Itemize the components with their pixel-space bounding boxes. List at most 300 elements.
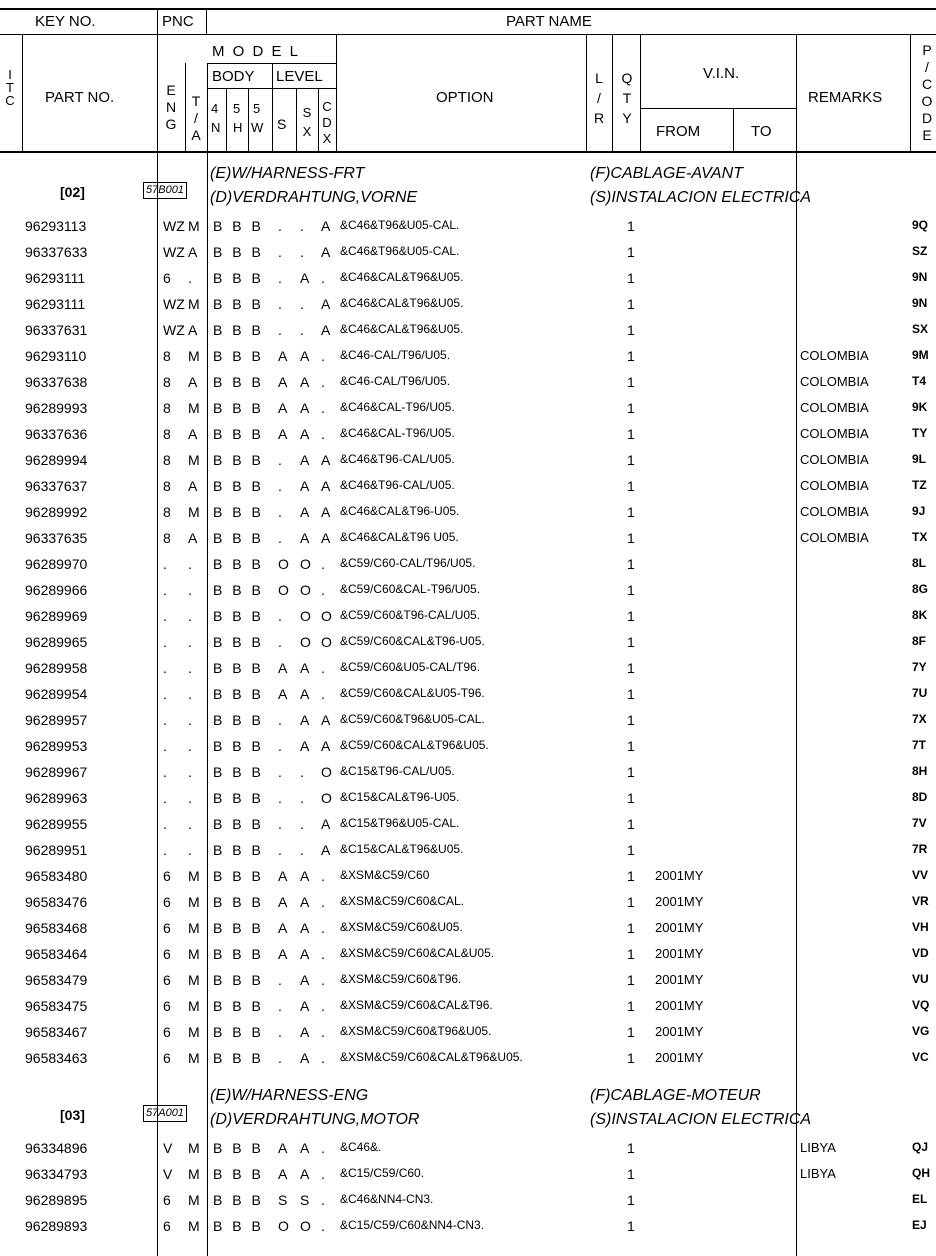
level-cdx-cell: . (321, 660, 325, 676)
level-cdx-cell: . (321, 686, 325, 702)
level-s-header: S (277, 116, 287, 132)
qty-cell: 1 (627, 374, 635, 390)
body-cell: B B B (213, 478, 264, 494)
level-s-cell: . (278, 296, 282, 312)
option-cell: &XSM&C59/C60&U05. (340, 920, 463, 934)
option-cell: &C15&T96&U05-CAL. (340, 816, 460, 830)
part-number: 96289893 (25, 1218, 88, 1234)
level-cdx-cell: O (321, 634, 332, 650)
ta-cell: . (188, 582, 192, 598)
qty-cell: 1 (627, 712, 635, 728)
pcode-cell: QH (912, 1166, 930, 1180)
level-sx-cell: A (300, 426, 310, 442)
level-sx-cell: . (300, 764, 304, 780)
level-sx-cell: A (300, 1140, 310, 1156)
table-row (0, 708, 936, 734)
body-cell: B B B (213, 998, 264, 1014)
level-cdx-cell: . (321, 972, 325, 988)
pcode-cell: VD (912, 946, 929, 960)
part-number: 96337637 (25, 478, 88, 494)
level-cdx-cell: . (321, 1024, 325, 1040)
level-s-cell: . (278, 998, 282, 1014)
body-cell: B B B (213, 218, 264, 234)
pcode-cell: VG (912, 1024, 930, 1038)
section-key: [02] (60, 184, 85, 200)
body-cell: B B B (213, 348, 264, 364)
pcode-cell: 9Q (912, 218, 929, 232)
level-cdx-cell: A (321, 244, 331, 260)
eng-cell: . (163, 790, 167, 806)
table-row (0, 266, 936, 292)
option-cell: &C46&NN4-CN3. (340, 1192, 434, 1206)
hline-vin (640, 108, 797, 109)
level-cdx-cell: . (321, 374, 325, 390)
ta-cell: . (188, 764, 192, 780)
ta-cell: M (188, 946, 200, 962)
qty-cell: 1 (627, 868, 635, 884)
pcode-cell: 8D (912, 790, 928, 804)
vline-level-s-sx (296, 89, 297, 151)
level-s-cell: . (278, 1050, 282, 1066)
level-sx-cell: O (300, 608, 311, 624)
level-cdx-cell: . (321, 946, 325, 962)
part-number: 96289957 (25, 712, 88, 728)
level-sx-cell: A (300, 1166, 310, 1182)
table-row (0, 422, 936, 448)
pcode-cell: 7U (912, 686, 928, 700)
eng-cell: 8 (163, 348, 171, 364)
level-cdx-cell: . (321, 868, 325, 884)
option-cell: &C15/C59/C60&NN4-CN3. (340, 1218, 485, 1232)
table-row (0, 214, 936, 240)
pcode-cell: EL (912, 1192, 928, 1206)
table-row (0, 448, 936, 474)
qty-cell: 1 (627, 426, 635, 442)
part-number: 96293110 (25, 348, 87, 364)
level-s-cell: A (278, 894, 288, 910)
pcode-cell: EJ (912, 1218, 927, 1232)
part-number: 96289951 (25, 842, 88, 858)
vline-pnc-right (206, 10, 207, 35)
part-name-header: PART NAME (506, 13, 592, 30)
part-number: 96289958 (25, 660, 88, 676)
table-row (0, 760, 936, 786)
body-cell: B B B (213, 400, 264, 416)
part-no-header: PART NO. (45, 89, 115, 106)
level-sx-cell: O (300, 582, 311, 598)
level-s-cell: . (278, 790, 282, 806)
body-cell: B B B (213, 868, 264, 884)
option-cell: &XSM&C59/C60&T96&U05. (340, 1024, 492, 1038)
level-sx-cell: A (300, 972, 310, 988)
section-pnc: 57B001 (143, 182, 187, 199)
body-header: BODY (212, 68, 255, 85)
ta-cell: M (188, 1024, 200, 1040)
pcode-cell: VC (912, 1050, 929, 1064)
eng-cell: . (163, 556, 167, 572)
option-cell: &C46&CAL-T96/U05. (340, 426, 455, 440)
level-s-cell: . (278, 244, 282, 260)
table-row (0, 864, 936, 890)
part-number: 96337635 (25, 530, 88, 546)
pcode-cell: 9L (912, 452, 927, 466)
qty-cell: 1 (627, 270, 635, 286)
section-pnc: 57A001 (143, 1105, 187, 1122)
body-cell: B B B (213, 946, 264, 962)
table-row (0, 682, 936, 708)
body-cell: B B B (213, 764, 264, 780)
table-row (0, 890, 936, 916)
option-cell: &C46&CAL-T96/U05. (340, 400, 455, 414)
body-cell: B B B (213, 582, 264, 598)
level-cdx-cell: . (321, 998, 325, 1014)
level-sx-cell: A (300, 894, 310, 910)
table-row (0, 656, 936, 682)
section-name-es: (S)INSTALACION ELECTRICA (590, 1111, 812, 1128)
option-cell: &C46&T96&U05-CAL. (340, 244, 460, 258)
vin-from-cell: 2001MY (655, 972, 704, 987)
eng-cell: 6 (163, 1050, 171, 1066)
level-sx-cell: A (300, 686, 310, 702)
level-cdx-cell: O (321, 790, 332, 806)
pcode-cell: TX (912, 530, 928, 544)
part-number: 96289895 (25, 1192, 88, 1208)
qty-cell: 1 (627, 972, 635, 988)
body-cell: B B B (213, 634, 264, 650)
vline-qty-vin (640, 35, 641, 152)
level-cdx-cell: . (321, 348, 325, 364)
option-cell: &XSM&C59/C60&CAL&T96&U05. (340, 1050, 523, 1064)
vin-from-cell: 2001MY (655, 1050, 704, 1065)
level-cdx-cell: A (321, 504, 331, 520)
vline-level-option (336, 35, 337, 152)
table-row (0, 344, 936, 370)
qty-cell: 1 (627, 816, 635, 832)
pcode-cell: 9M (912, 348, 929, 362)
level-s-cell: A (278, 920, 288, 936)
vline-remarks-pcode (910, 35, 911, 152)
table-row (0, 240, 936, 266)
vin-from-cell: 2001MY (655, 894, 704, 909)
option-cell: &C59/C60&CAL-T96/U05. (340, 582, 481, 596)
key-no-header: KEY NO. (35, 13, 96, 30)
level-s-cell: A (278, 348, 288, 364)
model-header: M O D E L (212, 43, 301, 60)
ta-cell: A (188, 426, 198, 442)
ta-cell: A (188, 530, 198, 546)
part-number: 96334793 (25, 1166, 88, 1182)
ta-cell: M (188, 452, 200, 468)
table-row (0, 396, 936, 422)
body-cell: B B B (213, 322, 264, 338)
table-row (0, 1188, 936, 1214)
level-s-cell: . (278, 972, 282, 988)
level-sx-cell: A (300, 374, 310, 390)
qty-cell: 1 (627, 894, 635, 910)
remarks-cell: COLOMBIA (800, 426, 869, 441)
part-number: 96583463 (25, 1050, 88, 1066)
table-row (0, 786, 936, 812)
section-name-de: (D)VERDRAHTUNG,VORNE (210, 189, 418, 206)
body-cell: B B B (213, 1166, 264, 1182)
part-number: 96337638 (25, 374, 88, 390)
eng-cell: 8 (163, 530, 171, 546)
qty-cell: 1 (627, 530, 635, 546)
eng-cell: 6 (163, 1024, 171, 1040)
ta-cell: M (188, 1140, 200, 1156)
part-number: 96289954 (25, 686, 88, 702)
level-s-cell: O (278, 582, 289, 598)
option-cell: &C46&CAL&T96-U05. (340, 504, 460, 518)
pcode-cell: VU (912, 972, 929, 986)
qty-cell: 1 (627, 1024, 635, 1040)
pcode-cell: VH (912, 920, 929, 934)
remarks-cell: COLOMBIA (800, 478, 869, 493)
level-s-cell: . (278, 738, 282, 754)
eng-cell: . (163, 686, 167, 702)
qty-cell: 1 (627, 296, 635, 312)
part-number: 96289970 (25, 556, 88, 572)
ta-header: T / A (191, 93, 201, 143)
qty-cell: 1 (627, 452, 635, 468)
eng-cell: . (163, 738, 167, 754)
level-s-cell: A (278, 374, 288, 390)
level-cdx-cell: A (321, 478, 331, 494)
pcode-cell: 8F (912, 634, 927, 648)
option-cell: &C46&T96-CAL/U05. (340, 478, 455, 492)
part-number: 96289953 (25, 738, 88, 754)
body-cell: B B B (213, 244, 264, 260)
eng-cell: . (163, 764, 167, 780)
pcode-cell: VQ (912, 998, 930, 1012)
option-cell: &C59/C60&U05-CAL/T96. (340, 660, 481, 674)
level-s-cell: . (278, 270, 282, 286)
eng-cell: . (163, 816, 167, 832)
section-name-en: (E)W/HARNESS-ENG (210, 1087, 369, 1104)
pcode-cell: 7T (912, 738, 927, 752)
option-cell: &C46&CAL&T96&U05. (340, 322, 464, 336)
level-cdx-cell: O (321, 764, 332, 780)
level-cdx-cell: A (321, 452, 331, 468)
remarks-cell: COLOMBIA (800, 400, 869, 415)
ta-cell: . (188, 790, 192, 806)
ta-cell: M (188, 972, 200, 988)
level-sx-cell: . (300, 816, 304, 832)
pcode-cell: T4 (912, 374, 927, 388)
qty-cell: 1 (627, 1192, 635, 1208)
remarks-cell: COLOMBIA (800, 348, 869, 363)
level-s-cell: O (278, 1218, 289, 1234)
level-cdx-cell: . (321, 426, 325, 442)
level-cdx-cell: A (321, 296, 331, 312)
ta-cell: . (188, 712, 192, 728)
section-name-de: (D)VERDRAHTUNG,MOTOR (210, 1111, 420, 1128)
option-cell: &C15/C59/C60. (340, 1166, 425, 1180)
level-sx-cell: S (300, 1192, 310, 1208)
vline-body-5-5 (248, 89, 249, 151)
level-sx-cell: A (300, 530, 310, 546)
eng-cell: . (163, 608, 167, 624)
table-row (0, 734, 936, 760)
level-s-cell: . (278, 608, 282, 624)
body-cell: B B B (213, 790, 264, 806)
table-row (0, 500, 936, 526)
level-cdx-cell: . (321, 920, 325, 936)
table-row (0, 474, 936, 500)
eng-cell: WZ (163, 244, 185, 260)
remarks-header: REMARKS (808, 89, 883, 106)
part-number: 96337631 (25, 322, 88, 338)
body-cell: B B B (213, 1024, 264, 1040)
body-cell: B B B (213, 842, 264, 858)
ta-cell: M (188, 218, 200, 234)
qty-cell: 1 (627, 738, 635, 754)
qty-cell: 1 (627, 478, 635, 494)
level-cdx-cell: . (321, 556, 325, 572)
option-cell: &C59/C60&T96&U05-CAL. (340, 712, 485, 726)
vline-eng-ta (185, 63, 186, 151)
pcode-cell: 7V (912, 816, 927, 830)
level-s-cell: A (278, 660, 288, 676)
table-row (0, 916, 936, 942)
ta-cell: M (188, 1218, 200, 1234)
level-s-cell: . (278, 504, 282, 520)
level-sx-cell: A (300, 1050, 310, 1066)
vline-level-sx-cdx (318, 89, 319, 151)
level-cdx-cell: . (321, 582, 325, 598)
vline-body-4-5 (226, 89, 227, 151)
part-number: 96583467 (25, 1024, 88, 1040)
table-row (0, 578, 936, 604)
pcode-cell: SX (912, 322, 929, 336)
eng-header: E N G (165, 82, 177, 132)
section-name-fr: (F)CABLAGE-AVANT (590, 165, 743, 182)
ta-cell: . (188, 842, 192, 858)
part-number: 96289969 (25, 608, 88, 624)
ta-cell: A (188, 374, 198, 390)
part-number: 96337633 (25, 244, 88, 260)
eng-cell: V (163, 1140, 173, 1156)
qty-cell: 1 (627, 322, 635, 338)
ta-cell: . (188, 816, 192, 832)
pcode-cell: 9K (912, 400, 928, 414)
level-s-cell: . (278, 816, 282, 832)
level-cdx-header: C D X (322, 99, 332, 146)
vin-from-cell: 2001MY (655, 946, 704, 961)
level-s-cell: . (278, 842, 282, 858)
eng-cell: 6 (163, 1192, 171, 1208)
pcode-cell: 8G (912, 582, 929, 596)
qty-cell: 1 (627, 504, 635, 520)
part-number: 96583479 (25, 972, 88, 988)
level-s-cell: A (278, 946, 288, 962)
qty-cell: 1 (627, 790, 635, 806)
body-cell: B B B (213, 1192, 264, 1208)
ta-cell: M (188, 1166, 200, 1182)
option-cell: &C15&T96-CAL/U05. (340, 764, 455, 778)
option-cell: &C46&CAL&T96&U05. (340, 296, 464, 310)
table-row (0, 552, 936, 578)
option-cell: &XSM&C59/C60&CAL. (340, 894, 465, 908)
body-cell: B B B (213, 530, 264, 546)
eng-cell: 8 (163, 400, 171, 416)
option-cell: &C46&CAL&T96&U05. (340, 270, 464, 284)
ta-cell: M (188, 348, 200, 364)
level-sx-header: S X (302, 105, 312, 139)
eng-cell: . (163, 582, 167, 598)
level-s-cell: . (278, 218, 282, 234)
level-cdx-cell: A (321, 842, 331, 858)
option-cell: &C15&CAL&T96-U05. (340, 790, 460, 804)
part-number: 96289955 (25, 816, 88, 832)
hline-model (207, 63, 336, 64)
ta-cell: M (188, 1192, 200, 1208)
ta-cell: M (188, 504, 200, 520)
part-number: 96289994 (25, 452, 88, 468)
level-sx-cell: O (300, 556, 311, 572)
pcode-cell: 8K (912, 608, 928, 622)
ta-cell: . (188, 738, 192, 754)
qty-header: Q T Y (621, 70, 633, 126)
option-cell: &C46&T96-CAL/U05. (340, 452, 455, 466)
part-number: 96583475 (25, 998, 88, 1014)
table-row (0, 1020, 936, 1046)
remarks-cell: LIBYA (800, 1166, 836, 1181)
ta-cell: . (188, 556, 192, 572)
level-sx-cell: . (300, 842, 304, 858)
pcode-cell: 9N (912, 296, 928, 310)
body-cell: B B B (213, 270, 264, 286)
option-cell: &C46&CAL&T96 U05. (340, 530, 459, 544)
body-cell: B B B (213, 660, 264, 676)
to-header: TO (751, 123, 772, 140)
option-cell: &XSM&C59/C60 (340, 868, 430, 882)
body-cell: B B B (213, 374, 264, 390)
ta-cell: M (188, 920, 200, 936)
level-s-cell: A (278, 1140, 288, 1156)
level-s-cell: . (278, 452, 282, 468)
option-cell: &C59/C60-CAL/T96/U05. (340, 556, 476, 570)
table-row (0, 812, 936, 838)
pcode-cell: VV (912, 868, 929, 882)
table-row (0, 994, 936, 1020)
body-cell: B B B (213, 738, 264, 754)
level-sx-cell: A (300, 712, 310, 728)
section-key: [03] (60, 1107, 85, 1123)
qty-cell: 1 (627, 660, 635, 676)
level-sx-cell: A (300, 920, 310, 936)
level-s-cell: S (278, 1192, 288, 1208)
pcode-cell: 7R (912, 842, 928, 856)
eng-cell: . (163, 842, 167, 858)
ta-cell: . (188, 270, 192, 286)
body-cell: B B B (213, 920, 264, 936)
level-s-cell: . (278, 634, 282, 650)
table-row (0, 292, 936, 318)
level-s-cell: . (278, 322, 282, 338)
level-s-cell: . (278, 1024, 282, 1040)
table-row (0, 968, 936, 994)
level-sx-cell: . (300, 244, 304, 260)
part-number: 96293111 (25, 270, 86, 286)
level-s-cell: . (278, 712, 282, 728)
level-cdx-cell: . (321, 1192, 325, 1208)
table-row (0, 526, 936, 552)
table-row (0, 1214, 936, 1240)
lr-header: L / R (593, 70, 605, 126)
option-cell: &XSM&C59/C60&CAL&T96. (340, 998, 493, 1012)
qty-cell: 1 (627, 920, 635, 936)
